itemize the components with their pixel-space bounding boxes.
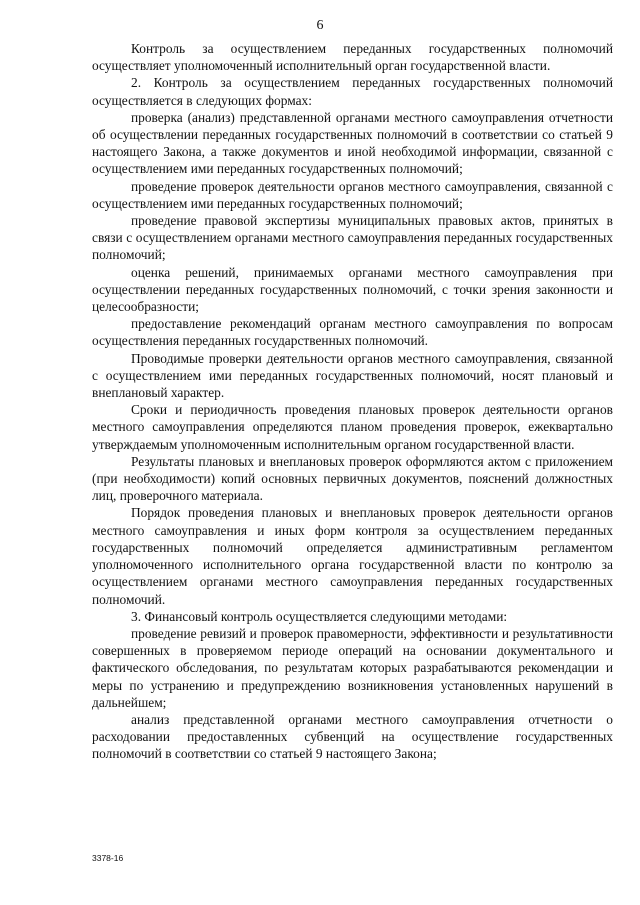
paragraph: анализ представленной органами местного самоуправления отчетности о расходовании предоставленных субвенций на осуществление государственных полномочий в соответствии со статьей 9 настоящего Закона; bbox=[92, 711, 613, 762]
document-code: 3378-16 bbox=[92, 853, 124, 863]
paragraph: проведение ревизий и проверок правомерности, эффективности и результативности совершенных в проверяемом периоде операций на основании документального и фактического обследования, по результатам которых разрабатываются рекомендации и меры по устранению и предупреждению возникновения установленных нарушений в дальнейшем; bbox=[92, 625, 613, 710]
paragraph: проверка (анализ) представленной органами местного самоуправления отчетности об осуществлении переданных государственных полномочий в соответствии со статьей 9 настоящего Закона, а также документов и иной необходимой информации, связанной с осуществлением ими переданных государственных полномочий; bbox=[92, 109, 613, 177]
paragraph: Проводимые проверки деятельности органов местного самоуправления, связанной с осуществлением ими переданных государственных полномочий, носят плановый и внеплановый характер. bbox=[92, 350, 613, 401]
paragraph: оценка решений, принимаемых органами местного самоуправления при осуществлении переданных государственных полномочий, с точки зрения законности и целесообразности; bbox=[92, 264, 613, 315]
paragraph: проведение правовой экспертизы муниципальных правовых актов, принятых в связи с осуществлением органами местного самоуправления переданных государственных полномочий; bbox=[92, 213, 613, 263]
paragraph: Порядок проведения плановых и внеплановых проверок деятельности органов местного самоуправления и иных форм контроля за осуществлением переданных государственных полномочий определяется административным регламентом уполномоченного исполнительного органа государственной власти по контролю за осуществлением органами местного самоуправления переданных государственных полномочий. bbox=[92, 505, 613, 607]
paragraph: Контроль за осуществлением переданных государственных полномочий осуществляет уполномоченный исполнительный орган государственной власти. bbox=[92, 41, 613, 74]
paragraph: Сроки и периодичность проведения плановых проверок деятельности органов местного самоуправления определяются планом проведения проверок, ежеквартально утверждаемым уполномоченным исполнительным органом государственной власти. bbox=[92, 402, 613, 452]
paragraph: 3. Финансовый контроль осуществляется следующими методами: bbox=[131, 608, 508, 624]
paragraph: предоставление рекомендаций органам местного самоуправления по вопросам осуществления переданных государственных полномочий. bbox=[92, 316, 613, 349]
paragraph: проведение проверок деятельности органов местного самоуправления, связанной с осуществлением ими переданных государственных полномочий; bbox=[92, 178, 613, 211]
paragraph: Результаты плановых и внеплановых проверок оформляются актом с приложением (при необходимости) копий основных первичных документов, пояснений должностных лиц, проверочного материала. bbox=[92, 453, 613, 504]
body-text bbox=[92, 40, 613, 763]
page-number: 6 bbox=[316, 18, 324, 33]
paragraph: 2. Контроль за осуществлением переданных государственных полномочий осуществляется в следующих формах: bbox=[92, 75, 613, 108]
